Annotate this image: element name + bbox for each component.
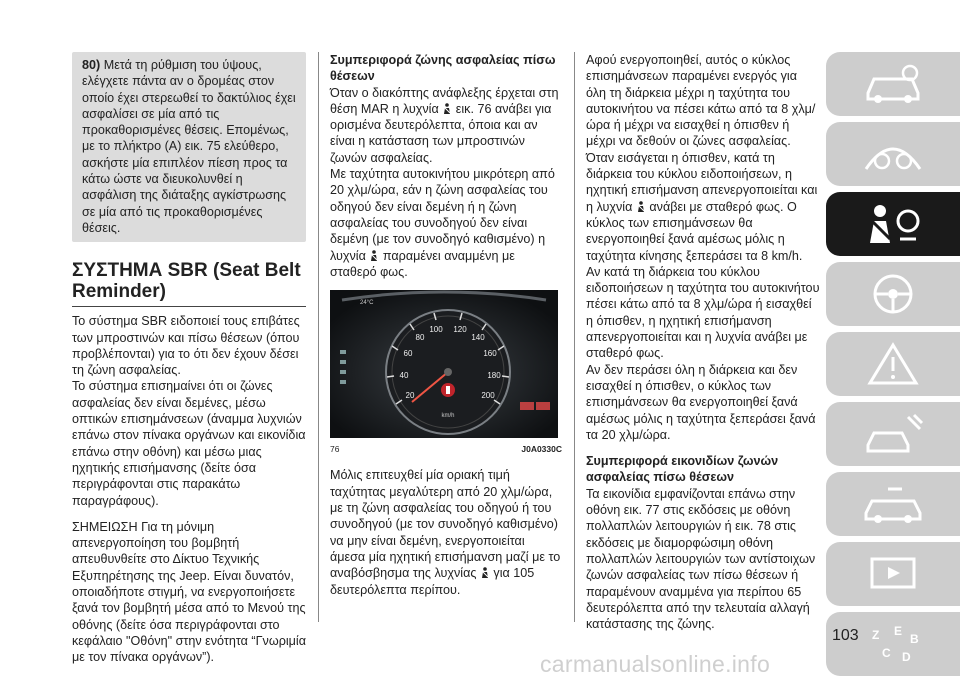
column-divider [318, 52, 319, 622]
svg-text:20: 20 [405, 391, 415, 401]
seatbelt-warning-icon [442, 103, 452, 115]
figure-code: J0A0330C [521, 444, 562, 455]
column-2 [330, 52, 562, 598]
tab-specifications[interactable] [826, 472, 960, 536]
figure-number: 76 [330, 444, 340, 455]
watermark: carmanualsonline.info [540, 651, 771, 677]
dashboard-icon [858, 129, 928, 179]
paragraph: Με ταχύτητα αυτοκινήτου μικρότερη από 20 χλμ/ώρα, εάν η ζώνη ασφαλείας του οδηγού δεν είναι δεμένη ή η ζώνη ασφαλείας του συνοδηγού δεν είναι δεμένη (με τον συνοδηγό καθισμένο) η λυχνία [330, 167, 555, 263]
paragraph: Αφού ενεργοποιηθεί, αυτός ο κύκλος επισημάνσεων παραμένει ενεργός για όλη τη διάρκεια μέχρι η ταχύτητα του αυτοκινήτου να πέσει κάτω από τα 8 χλμ/ώρα ή μέχρι να εισαχθεί η όπισθεν ή μέχρι να δεθούν οι ζώνες ασφαλείας. [586, 53, 816, 149]
column-divider [574, 52, 575, 622]
tab-safety[interactable] [826, 192, 960, 256]
svg-text:80: 80 [415, 333, 425, 343]
svg-text:E: E [894, 624, 903, 638]
gauge-temperature: 24°C [360, 300, 374, 307]
seatbelt-warning-icon [636, 201, 646, 213]
paragraph: Αν κατά τη διάρκεια του κύκλου ειδοποιήσεων η ταχύτητα του αυτοκινήτου πέσει κάτω από τα 8 χλμ/ώρα ή εισαχθεί η όπισθεν, η ηχητική επισήμανση απενεργοποιείται και η λυχνία ανάβει με σταθερό φως. [586, 264, 820, 361]
tab-emergency[interactable] [826, 332, 960, 396]
note-paragraph: ΣΗΜΕΙΩΣΗ Για τη μόνιμη απενεργοποίηση του βομβητή απευθυνθείτε στο Δίκτυο Τεχνικής Εξυπηρέτησης της Jeep. Είναι δυνατόν, οποιαδήποτε στιγμή, να ενεργοποιήσετε ξανά τον βομβητή μέσα από το Μενού της οθόνης (δείτε όσα περιγράφονται στο κεφάλαιο "Οθόνη" στην ενότητα “Γνωριμία με τον πίνακα οργάνων”). [72, 519, 306, 665]
svg-text:C: C [882, 646, 891, 660]
paragraph: για 105 δευτερόλεπτα περίπου. [330, 566, 535, 597]
tab-dashboard[interactable] [826, 122, 960, 186]
svg-text:120: 120 [453, 325, 467, 335]
paragraph: ανάβει με σταθερό φως. Ο κύκλος των επισημάνσεων θα ενεργοποιηθεί ξανά αμέσως μόλις η ταχύτητα κίνησης ξεπεράσει τα 8 km/h. [586, 199, 803, 263]
warning-triangle-icon [858, 339, 928, 389]
wrench-car-icon [858, 409, 928, 459]
svg-text:140: 140 [471, 333, 485, 343]
warning-note-box [72, 52, 306, 242]
seatbelt-warning-icon [369, 250, 379, 262]
note-number: 80) [82, 58, 101, 72]
paragraph: Το σύστημα επισημαίνει ότι οι ζώνες ασφαλείας δεν είναι δεμένες, μέσω οπτικών επισημάνσεων (άναμμα λυχνιών επάνω στον πίνακα οργάνων και εικονίδια επάνω στην οθόνη) και μέσω μιας ηχητικής επισήμανσης (δείτε όσα περιγράφονται στις παρακάτω παραγράφους). [72, 379, 306, 508]
tab-maintenance[interactable] [826, 402, 960, 466]
subheading: Συμπεριφορά ζώνης ασφαλείας πίσω θέσεων [330, 53, 556, 84]
svg-text:D: D [902, 650, 911, 664]
column-1 [72, 52, 306, 666]
car-info-icon [858, 59, 928, 109]
svg-text:180: 180 [487, 371, 501, 381]
page-number: 103 [832, 627, 859, 644]
svg-text:160: 160 [483, 349, 497, 359]
speedometer-illustration [330, 290, 558, 438]
paragraph: εικ. 76 ανάβει για ορισμένα δευτερόλεπτα, όποια και αν είναι η κατάσταση των μπροστινών ζωνών ασφαλείας. [330, 101, 552, 165]
alphabet-index-icon [858, 619, 928, 669]
section-title: ΣΥΣΤΗΜΑ SBR (Seat Belt Reminder) [72, 260, 306, 307]
car-specs-icon [858, 479, 928, 529]
paragraph: Όταν εισάγεται η όπισθεν, κατά τη διάρκεια του κύκλου ειδοποιήσεων, η ηχητική επισήμανση απενεργοποιείται και η λυχνία [586, 150, 818, 214]
paragraph: Μόλις επιτευχθεί μία οριακή τιμή ταχύτητας μεγαλύτερη από 20 χλμ/ώρα, με τη ζώνη ασφαλείας του οδηγού ή του συνοδηγού (με τον συνοδηγό καθισμένο) να μην είναι δεμένη, ενεργοποιείται άμεσα μία ηχητική επισήμανση μαζί με το αναβόσβησμα της λυχνίας [330, 468, 561, 581]
paragraph: Το σύστημα SBR ειδοποιεί τους επιβάτες των μπροστινών και πίσω θέσεων (όπου προβλέπονται) για το ότι δεν έχουν δέσει τη ζώνη ασφαλείας. [72, 314, 300, 378]
seatbelt-airbag-icon [858, 199, 928, 249]
chapter-tabs [826, 52, 960, 682]
svg-text:Z: Z [872, 628, 880, 642]
paragraph: Τα εικονίδια εμφανίζονται επάνω στην οθόνη εικ. 77 στις εκδόσεις με οθόνη πολλαπλών λειτουργιών ή εικ. 78 στις εκδόσεις με διαμορφώσιμη οθόνη πολλαπλών λειτουργιών των αντίστοιχων ζωνών ασφαλείας των πίσω θέσεων ή παραμένουν αναμμένα για περίπου 65 δευτερόλεπτα από την τελευταία αλλαγή κατάστασης της ζώνης. [586, 486, 816, 632]
svg-text:40: 40 [399, 371, 409, 381]
paragraph: Όταν ο διακόπτης ανάφλεξης έρχεται στη θέση MAR η λυχνία [330, 85, 559, 116]
svg-text:200: 200 [481, 391, 495, 401]
media-icon [858, 549, 928, 599]
svg-text:100: 100 [429, 325, 443, 335]
paragraph: παραμένει αναμμένη με σταθερό φως. [330, 248, 515, 279]
subheading: Συμπεριφορά εικονιδίων ζωνών ασφαλείας πίσω θέσεων [586, 454, 779, 485]
steering-wheel-icon [858, 269, 928, 319]
svg-text:60: 60 [403, 349, 413, 359]
note-text: Μετά τη ρύθμιση του ύψους, ελέγχετε πάντα αν ο δρομέας στον οποίο έχει στερεωθεί το δακτύλιος έχει ασφαλίσει σε μία από τις προκαθορισμένες θέσεις. Επομένως, με το πλήκτρο (A) εικ. 75 ελεύθερο, ασκήστε μία επιπλέον πίεση προς τα κάτω ώστε να διευκολυνθεί η ασφάλιση της διάταξης αγκίστρωσης σε μία από τις προκαθορισμένες θέσεις. [82, 58, 296, 235]
svg-text:B: B [910, 632, 919, 646]
column-3 [586, 52, 820, 632]
seatbelt-warning-icon [480, 567, 490, 579]
figure-76-instrument-cluster [330, 290, 558, 438]
tab-car-info[interactable] [826, 52, 960, 116]
figure-caption [330, 441, 562, 457]
paragraph: Αν δεν περάσει όλη η διάρκεια και δεν εισαχθεί η όπισθεν, ο κύκλος των επισημάνσεων θα ενεργοποιηθεί ξανά αμέσως μόλις η ταχύτητα ξεπεράσει ξανά τα 20 χλμ/ώρα. [586, 362, 816, 442]
gauge-unit: km/h [441, 413, 455, 420]
tab-multimedia[interactable] [826, 542, 960, 606]
tab-driving[interactable] [826, 262, 960, 326]
